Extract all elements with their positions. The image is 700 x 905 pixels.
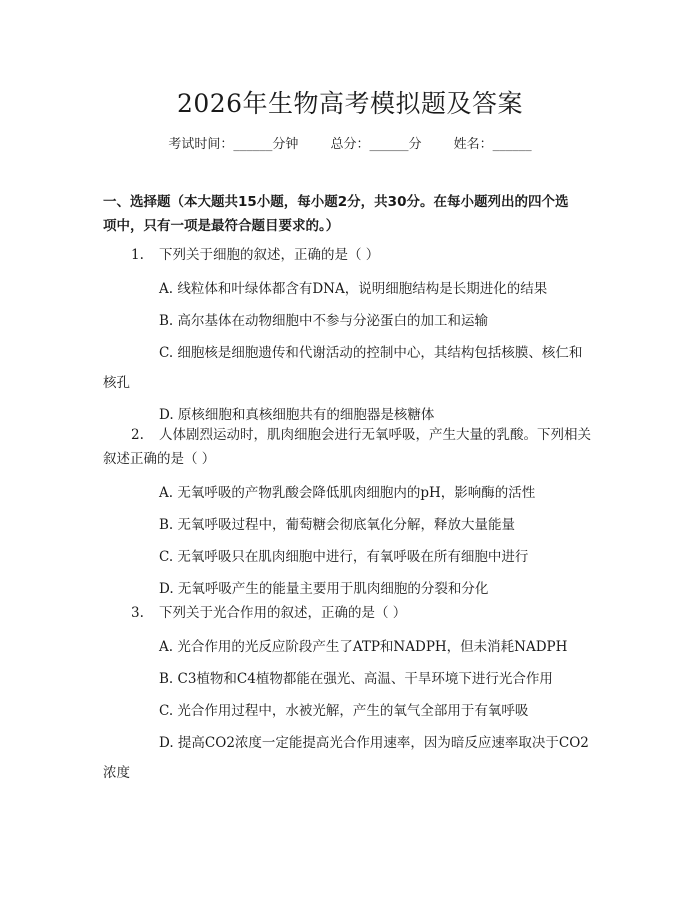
option-d-continued: 浓度 xyxy=(103,765,130,781)
question-3 xyxy=(103,598,603,788)
question-1 xyxy=(103,240,603,430)
question-stem-text: 下列关于光合作用的叙述，正确的是（ ） xyxy=(159,605,407,621)
option-d: D. 提高CO2浓度一定能提高光合作用速率，因为暗反应速率取决于CO2 xyxy=(159,735,589,751)
student-name-field: 姓名：______ xyxy=(453,137,532,152)
exam-time-field: 考试时间：______分钟 xyxy=(168,137,299,152)
option-c: C. 光合作用过程中，水被光解，产生的氧气全部用于有氧呼吸 xyxy=(159,703,529,719)
page-title: 2026年生物高考模拟题及答案 xyxy=(176,89,524,118)
exam-info-line xyxy=(0,133,700,152)
option-d: D. 原核细胞和真核细胞共有的细胞器是核糖体 xyxy=(159,407,435,423)
option-b: B. C3植物和C4植物都能在强光、高温、干旱环境下进行光合作用 xyxy=(159,671,553,687)
option-b: B. 高尔基体在动物细胞中不参与分泌蛋白的加工和运输 xyxy=(159,313,489,329)
section-heading-line: 项中，只有一项是最符合题目要求的。） xyxy=(103,218,340,234)
section-heading xyxy=(103,190,603,238)
question-stem xyxy=(103,240,603,270)
question-stem-text: 下列关于细胞的叙述，正确的是（ ） xyxy=(159,247,380,263)
total-score-field: 总分：______分 xyxy=(330,137,422,152)
option-a: A. 无氧呼吸的产物乳酸会降低肌肉细胞内的pH，影响酶的活性 xyxy=(159,485,536,501)
question-number: 2. xyxy=(131,427,144,443)
option-d: D. 无氧呼吸产生的能量主要用于肌肉细胞的分裂和分化 xyxy=(159,581,489,597)
option-c-continued: 核孔 xyxy=(103,375,130,391)
option-c: C. 无氧呼吸只在肌肉细胞中进行，有氧呼吸在所有细胞中进行 xyxy=(159,549,529,565)
option-b: B. 无氧呼吸过程中，葡萄糖会彻底氧化分解，释放大量能量 xyxy=(159,517,516,533)
section-heading-line: 一、选择题（本大题共15小题，每小题2分，共30分。在每小题列出的四个选 xyxy=(103,194,569,210)
option-a: A. 线粒体和叶绿体都含有DNA，说明细胞结构是长期进化的结果 xyxy=(159,281,548,297)
question-stem-continued: 叙述正确的是（ ） xyxy=(103,451,216,467)
question-number: 1. xyxy=(131,247,144,263)
question-number: 3. xyxy=(131,605,144,621)
question-stem xyxy=(103,598,603,628)
option-a: A. 光合作用的光反应阶段产生了ATP和NADPH，但未消耗NADPH xyxy=(159,639,568,655)
option-c: C. 细胞核是细胞遗传和代谢活动的控制中心，其结构包括核膜、核仁和 xyxy=(159,345,583,361)
question-stem-text: 人体剧烈运动时，肌肉细胞会进行无氧呼吸，产生大量的乳酸。下列相关 xyxy=(159,427,591,443)
question-2 xyxy=(103,420,603,604)
